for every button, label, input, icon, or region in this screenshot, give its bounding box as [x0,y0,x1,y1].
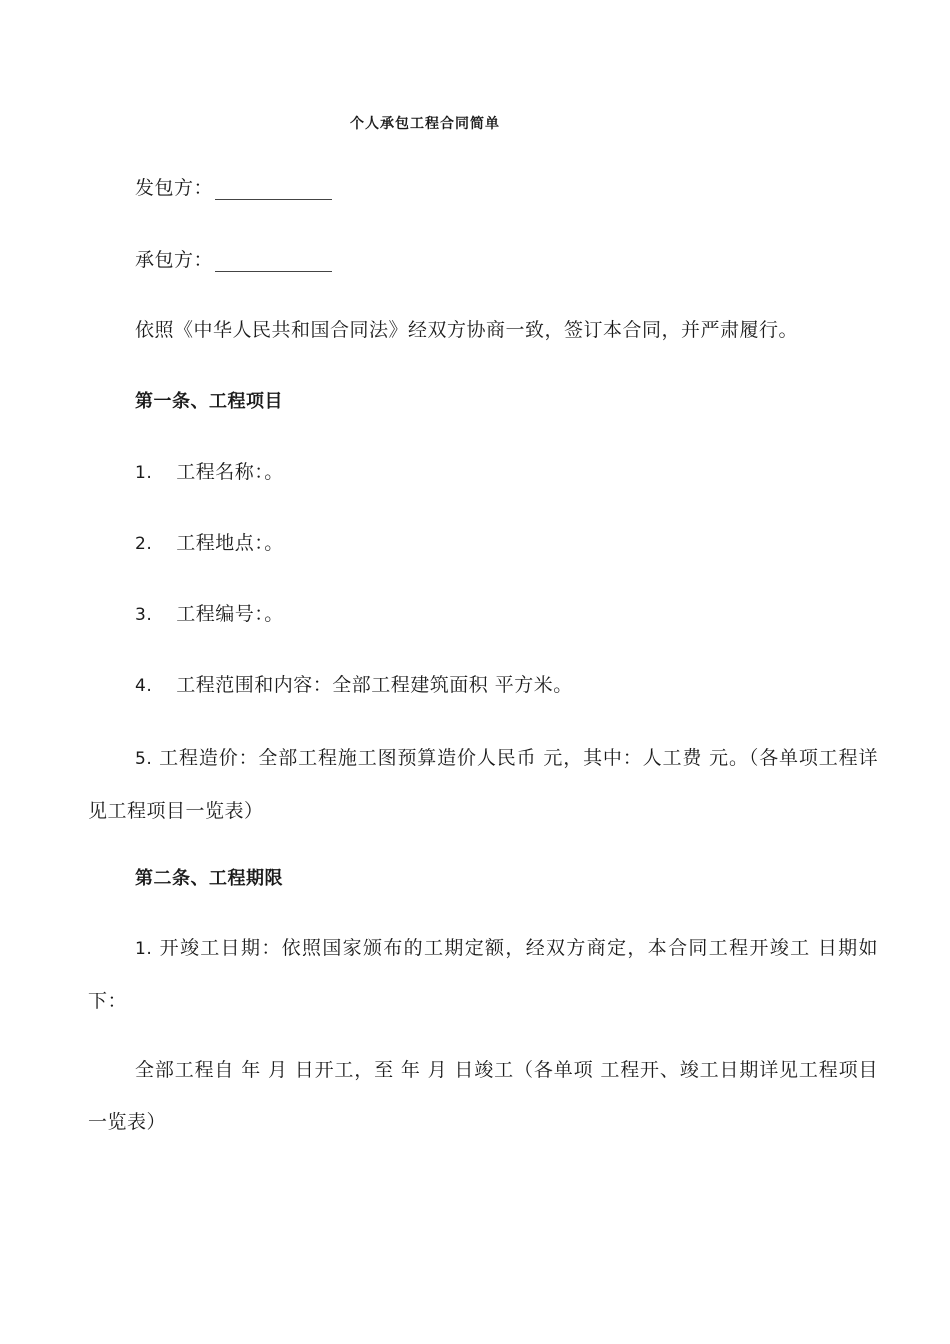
item-number: 1. [135,939,153,959]
document-title: 个人承包工程合同简单 [350,116,500,132]
item-number: 5. [135,749,153,769]
article2-heading: 第二条、工程期限 [135,868,283,889]
article1-item-1 [135,460,284,485]
article1-item-3 [135,602,284,627]
contractor-label: 承包方： [135,249,214,271]
item-text: 工程范围和内容：全部工程建筑面积 平方米。 [176,674,573,696]
item-number: 2. [135,534,153,554]
contractor-blank [215,253,332,272]
article1-item-2 [135,531,284,556]
item-text: 工程名称：。 [176,461,284,483]
article2-schedule: 全部工程自 年 月 日开工，至 年 月 日竣工（各单项 工程开、竣工日期详见工程项目一览表） [88,1059,878,1133]
article1-item-5 [88,732,878,837]
item-number: 4. [135,676,153,696]
item-text: 工程地点：。 [176,532,284,554]
contractor-line [135,248,332,272]
article1-heading: 第一条、工程项目 [135,391,283,412]
item-number: 1. [135,463,153,483]
article1-item-4 [135,673,573,698]
employer-label: 发包方： [135,177,214,199]
employer-line [135,176,332,200]
item-text: 开竣工日期：依照国家颁布的工期定额，经双方商定，本合同工程开竣工 日期如下： [88,937,879,1012]
intro-text: 依照《中华人民共和国合同法》经双方协商一致，签订本合同，并严肃履行。 [135,319,799,341]
item-number: 3. [135,605,153,625]
item-text: 工程造价：全部工程施工图预算造价人民币 元，其中：人工费 元。（各单项工程详见工程项目一览表） [88,747,878,822]
employer-blank [215,181,332,200]
article2-item-1 [88,922,878,1027]
item-text: 工程编号：。 [176,603,284,625]
